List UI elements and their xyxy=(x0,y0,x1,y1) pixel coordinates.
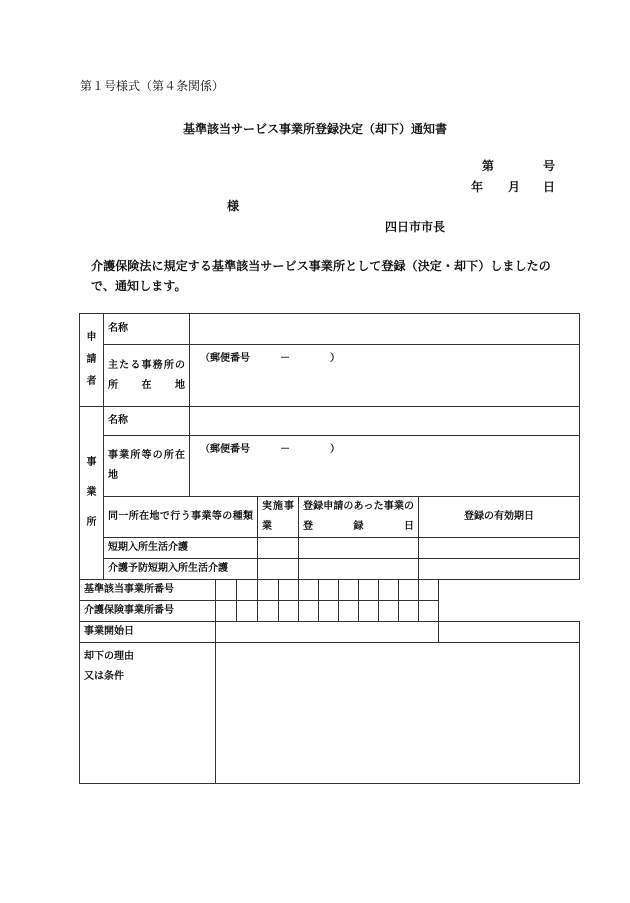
short-stay-implemented-field[interactable] xyxy=(258,538,299,559)
office-number-digit[interactable] xyxy=(359,580,379,601)
date-day-label: 日 xyxy=(543,180,556,194)
care-insurance-number-label: 介護保険事業所番号 xyxy=(80,601,216,622)
implemented-header: 実施事業 xyxy=(258,497,299,538)
start-date-extra xyxy=(439,622,580,643)
care-number-digit[interactable] xyxy=(237,601,258,622)
care-number-extra xyxy=(419,601,439,622)
applicant-char-2: 請 xyxy=(86,354,97,365)
service-row-short-stay: 短期入所生活介護 xyxy=(104,538,258,559)
care-number-digit[interactable] xyxy=(379,601,399,622)
care-number-digit[interactable] xyxy=(216,601,237,622)
applicant-char-1: 申 xyxy=(86,332,97,343)
notification-body-text: 介護保険法に規定する基準該当サービス事業所として登録（決定・却下）しましたので、通知します。 xyxy=(91,259,551,293)
number-dai-label: 第 xyxy=(482,159,495,173)
office-number-digit[interactable] xyxy=(319,580,339,601)
office-number-digit[interactable] xyxy=(216,580,237,601)
preventive-expiry-field[interactable] xyxy=(419,559,580,580)
service-type-header: 同一所在地で行う事業等の種類 xyxy=(104,497,258,538)
applicant-address-field[interactable] xyxy=(190,345,580,407)
office-postal-label: （郵便番号 － ） xyxy=(200,444,340,455)
document-title: 基準該当サービス事業所登録決定（却下）通知書 xyxy=(182,122,447,136)
office-vertical-label xyxy=(80,407,104,580)
care-number-digit[interactable] xyxy=(279,601,299,622)
office-number-digit[interactable] xyxy=(339,580,359,601)
care-number-digit[interactable] xyxy=(258,601,279,622)
office-number-digit[interactable] xyxy=(399,580,419,601)
date-year-label: 年 xyxy=(471,180,484,194)
addressee-sama-label: 様 xyxy=(227,199,240,213)
care-number-digit[interactable] xyxy=(319,601,339,622)
office-name-field[interactable] xyxy=(190,407,580,436)
rejection-reason-label: 却下の理由 又は条件 xyxy=(80,643,216,784)
preventive-registration-date-field[interactable] xyxy=(299,559,419,580)
applicant-address-label: 主たる事務所の所在地 xyxy=(104,345,190,407)
office-address-field[interactable] xyxy=(190,436,580,497)
office-number-digit[interactable] xyxy=(237,580,258,601)
applicant-name-field[interactable] xyxy=(190,314,580,345)
preventive-implemented-field[interactable] xyxy=(258,559,299,580)
start-date-field[interactable] xyxy=(216,622,439,643)
office-char-3: 所 xyxy=(86,517,97,528)
office-number-digit[interactable] xyxy=(258,580,279,601)
office-number-label: 基準該当事業所番号 xyxy=(80,580,216,601)
short-stay-expiry-field[interactable] xyxy=(419,538,580,559)
office-char-1: 事 xyxy=(86,457,97,468)
office-number-digit[interactable] xyxy=(279,580,299,601)
care-number-digit[interactable] xyxy=(339,601,359,622)
form-number: 第１号様式（第４条関係） xyxy=(80,79,225,93)
registration-form-table xyxy=(79,313,580,784)
care-number-digit[interactable] xyxy=(359,601,379,622)
short-stay-registration-date-field[interactable] xyxy=(299,538,419,559)
care-number-digit[interactable] xyxy=(299,601,319,622)
applicant-postal-label: （郵便番号 － ） xyxy=(200,353,340,364)
care-number-digit[interactable] xyxy=(399,601,419,622)
applicant-char-3: 者 xyxy=(86,376,97,387)
office-number-digit[interactable] xyxy=(379,580,399,601)
office-name-label: 名称 xyxy=(104,407,190,436)
office-number-extra xyxy=(419,580,439,601)
registration-date-header: 登録申請のあった事業の登録日 xyxy=(299,497,419,538)
rejection-reason-field[interactable] xyxy=(216,643,580,784)
applicant-vertical-label xyxy=(80,314,104,407)
expiry-date-header: 登録の有効期日 xyxy=(419,497,580,538)
service-row-preventive-short-stay: 介護予防短期入所生活介護 xyxy=(104,559,258,580)
office-number-digit[interactable] xyxy=(299,580,319,601)
applicant-name-label: 名称 xyxy=(104,314,190,345)
issuer-name: 四日市市長 xyxy=(385,220,446,234)
office-char-2: 業 xyxy=(86,487,97,498)
number-go-label: 号 xyxy=(543,159,556,173)
start-date-label: 事業開始日 xyxy=(80,622,216,643)
office-address-label: 事業所等の所在地 xyxy=(104,436,190,497)
date-month-label: 月 xyxy=(508,180,521,194)
